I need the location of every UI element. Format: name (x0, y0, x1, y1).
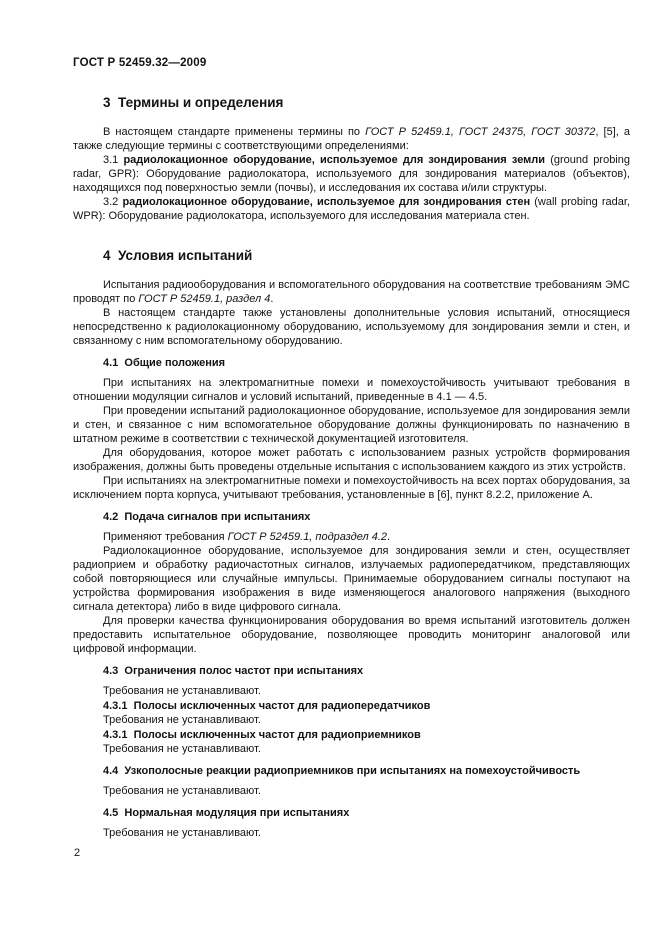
reference-italic: ГОСТ Р 52459.1, ГОСТ 24375, ГОСТ 30372 (365, 126, 596, 138)
paragraph (73, 530, 630, 544)
reference-italic: ГОСТ Р 52459.1, подраздел 4.2 (227, 531, 388, 543)
text-run: Радиолокационное оборудование, используемое для зондирования земли и стен, осуществляет радиоприем и обработку радиочастотных сигналов, излучаемых радиопередатчиком, представляющих собой повторяющиеся или случайные импульсы. Принимаемые оборудованием сигналы поступают на устройства формирования изображения в виде изменяющегося аналогового напряжения (выходного сигнала детектора) либо в виде цифрового сигнала. (73, 545, 630, 613)
paragraph (73, 306, 630, 348)
term-bold: радиолокационное оборудование, используемое для зондирования стен (122, 196, 531, 208)
subclause-heading: 4.3.1 Полосы исключенных частот для радиопередатчиков (103, 700, 431, 712)
paragraph (73, 713, 630, 727)
reference-italic: ГОСТ Р 52459.1, раздел 4 (138, 293, 271, 305)
paragraph (73, 684, 630, 698)
text-run: (wall probing radar, WPR): Оборудование радиолокатора, используемого для исследования материала стен. (73, 196, 631, 222)
text-run: Для оборудования, которое может работать с использованием разных устройств формирования изображения, должны быть проведены отдельные испытания с использованием каждого из этих устройств. (73, 447, 630, 473)
subsection-heading: 4.5 Нормальная модуляция при испытаниях (103, 807, 350, 819)
paragraph (73, 826, 630, 840)
text-run: Требования не устанавливают. (103, 714, 261, 726)
subclause-heading: 4.3.1 Полосы исключенных частот для радиоприемников (103, 729, 421, 741)
text-run: 3.2 (103, 196, 123, 208)
section-heading: 4 Условия испытаний (103, 248, 253, 263)
text-run: При проведении испытаний радиолокационное оборудование, используемое для зондирования земли и стен, и связанное с ним вспомогательное оборудование должны функционировать по назначению в штатном режиме в соответствии с технической документацией изготовителя. (73, 405, 630, 445)
paragraph (73, 195, 630, 223)
subsection-heading: 4.3 Ограничения полос частот при испытаниях (103, 665, 364, 677)
text-run: В настоящем стандарте применены термины по (103, 126, 366, 138)
text-run: Требования не устанавливают. (103, 827, 261, 839)
text-run: При испытаниях на электромагнитные помехи и помехоустойчивость на всех портах оборудования, за исключением порта корпуса, учитывают требования, установленные в [6], пункт 8.2.2, приложение А. (73, 475, 630, 501)
term-bold: радиолокационное оборудование, используемое для зондирования земли (123, 154, 546, 166)
paragraph (73, 784, 630, 798)
text-run: . (387, 531, 391, 543)
paragraph (73, 278, 630, 306)
paragraph (73, 404, 630, 446)
paragraph (73, 614, 630, 656)
subsection-heading: 4.2 Подача сигналов при испытаниях (103, 511, 311, 523)
document-body (73, 94, 630, 840)
text-run: Для проверки качества функционирования оборудования во время испытаний изготовитель должен предоставить испытательное оборудование, позволяющее проводить мониторинг аналоговой или цифровой информации. (73, 615, 630, 655)
paragraph (73, 544, 630, 614)
page-number: 2 (74, 847, 81, 859)
paragraph (73, 446, 630, 474)
document-header: ГОСТ Р 52459.32—2009 (73, 57, 207, 69)
subsection-heading: 4.4 Узкополосные реакции радиоприемников при испытаниях на помехоустойчивость (103, 765, 581, 777)
text-run: Требования не устанавливают. (103, 743, 261, 755)
subsection-heading: 4.1 Общие положения (103, 357, 226, 369)
text-run: Применяют требования (103, 531, 228, 543)
text-run: 3.1 (103, 154, 124, 166)
text-run: . (270, 293, 274, 305)
text-run: (ground probing radar, GPR): Оборудование радиолокатора, используемого для зондирования материалов (объектов), находящихся под поверхностью земли (почвы), и исследования их состава и/или структуры. (73, 154, 630, 194)
text-run: Требования не устанавливают. (103, 785, 261, 797)
paragraph (73, 376, 630, 404)
section-heading: 3 Термины и определения (103, 95, 284, 110)
text-run: В настоящем стандарте также установлены дополнительные условия испытаний, относящиеся непосредственно к радиолокационному оборудованию, используемому для зондирования земли и стен, и связанному с ним вспомогательному оборудованию. (73, 307, 630, 347)
text-run: При испытаниях на электромагнитные помехи и помехоустойчивость учитывают требования в отношении модуляции сигналов и условий испытаний, приведенные в 4.1 — 4.5. (73, 377, 630, 403)
text-run: , [5], а также следующие термины с соответствующими определениями: (73, 126, 631, 152)
text-run: Требования не устанавливают. (103, 685, 261, 697)
text-run: Испытания радиооборудования и вспомогательного оборудования на соответствие требованиям ЭМС проводят по (73, 279, 630, 305)
paragraph (73, 153, 630, 195)
paragraph (73, 742, 630, 756)
paragraph (73, 474, 630, 502)
paragraph (73, 125, 630, 153)
